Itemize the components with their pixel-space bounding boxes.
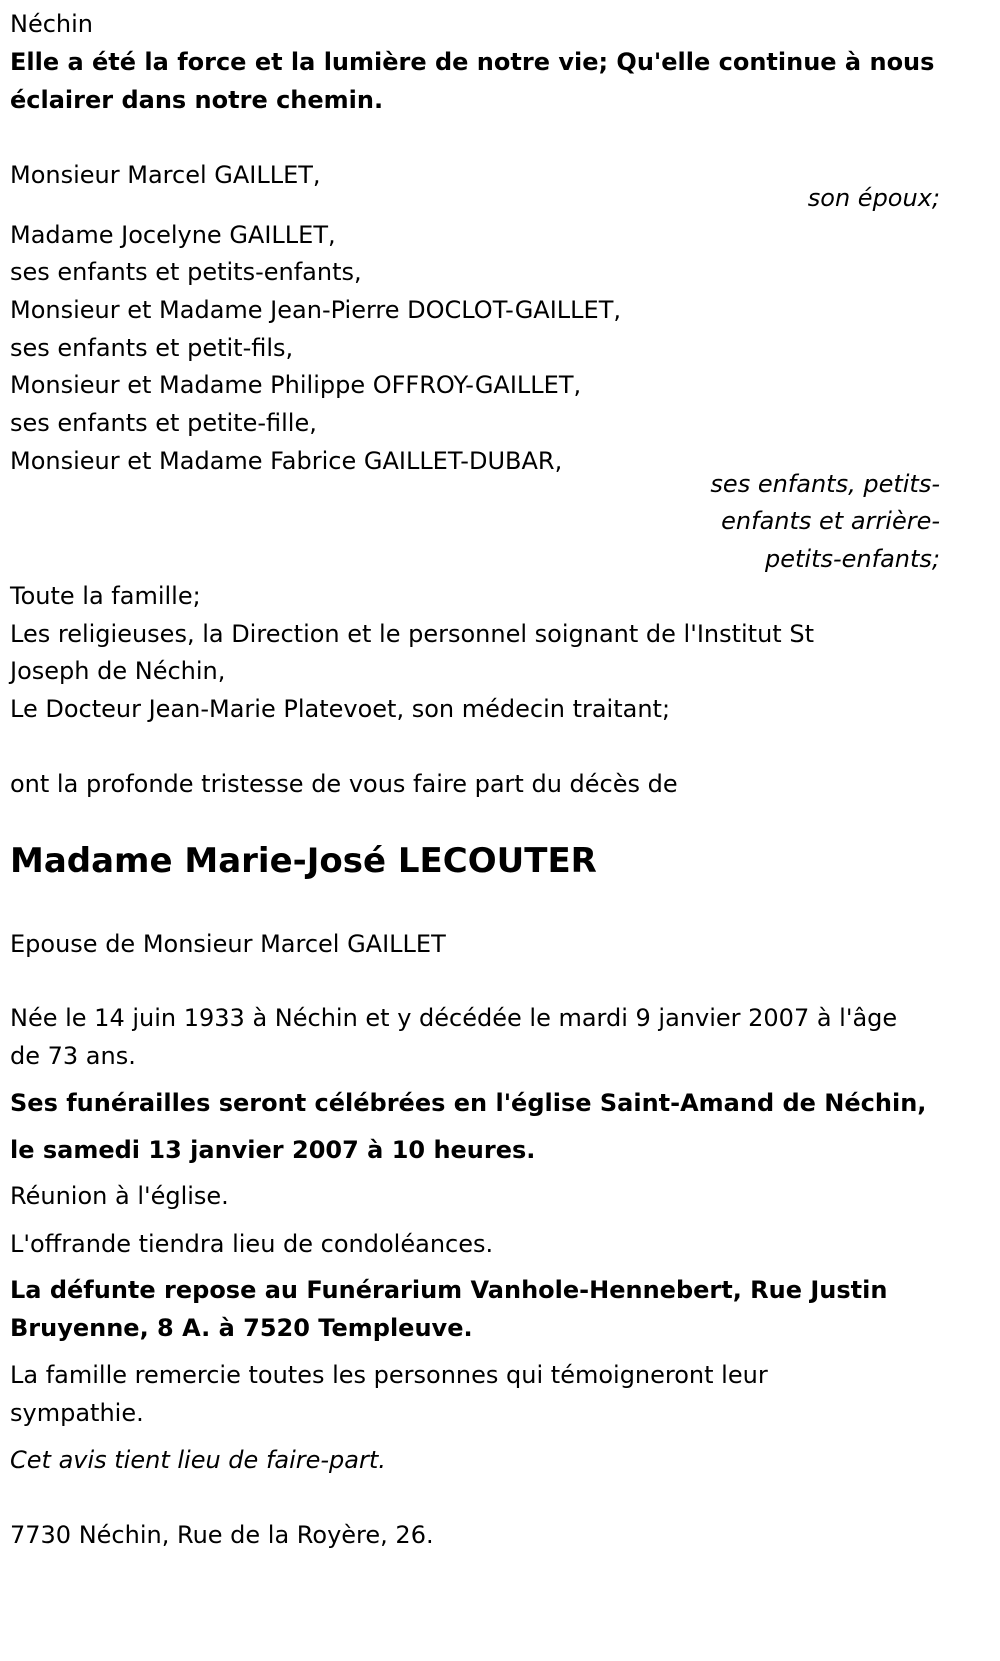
- others-line-3: Joseph de Néchin,: [10, 657, 226, 685]
- quote-line-2: éclairer dans notre chemin.: [10, 86, 384, 114]
- child-line-5: Monsieur et Madame Philippe OFFROY-GAILLET,: [10, 371, 582, 399]
- thanks-line-1: La famille remercie toutes les personnes qui témoigneront leur: [10, 1361, 768, 1389]
- birth-line-1: Née le 14 juin 1933 à Néchin et y décédée le mardi 9 janvier 2007 à l'âge: [10, 1004, 898, 1032]
- spouse-relation: son époux;: [807, 184, 940, 212]
- notice: Cet avis tient lieu de faire-part.: [10, 1446, 386, 1474]
- offering: L'offrande tiendra lieu de condoléances.: [10, 1230, 494, 1258]
- child-line-3: Monsieur et Madame Jean-Pierre DOCLOT-GAILLET,: [10, 296, 621, 324]
- others-line-4: Le Docteur Jean-Marie Platevoet, son médecin traitant;: [10, 695, 671, 723]
- thanks-line-2: sympathie.: [10, 1399, 144, 1427]
- birth-line-2: de 73 ans.: [10, 1042, 136, 1070]
- funeral-line-2: le samedi 13 janvier 2007 à 10 heures.: [10, 1136, 536, 1164]
- announcement: ont la profonde tristesse de vous faire part du décès de: [10, 770, 678, 798]
- child-line-4: ses enfants et petit-fils,: [10, 334, 294, 362]
- spouse-of: Epouse de Monsieur Marcel GAILLET: [10, 930, 446, 958]
- children-relation-line-1: ses enfants, petits-: [710, 470, 940, 498]
- children-relation-line-3: petits-enfants;: [765, 545, 940, 573]
- address: 7730 Néchin, Rue de la Royère, 26.: [10, 1521, 434, 1549]
- repose-line-1: La défunte repose au Funérarium Vanhole-Hennebert, Rue Justin: [10, 1276, 888, 1304]
- funeral-line-1: Ses funérailles seront célébrées en l'église Saint-Amand de Néchin,: [10, 1089, 927, 1117]
- quote-line-1: Elle a été la force et la lumière de notre vie; Qu'elle continue à nous: [10, 48, 935, 76]
- children-relation-line-2: enfants et arrière-: [721, 507, 940, 535]
- spouse-name: Monsieur Marcel GAILLET,: [10, 161, 321, 189]
- others-line-2: Les religieuses, la Direction et le personnel soignant de l'Institut St: [10, 620, 814, 648]
- others-line-1: Toute la famille;: [10, 582, 201, 610]
- child-line-2: ses enfants et petits-enfants,: [10, 258, 362, 286]
- child-line-6: ses enfants et petite-fille,: [10, 409, 317, 437]
- repose-line-2: Bruyenne, 8 A. à 7520 Templeuve.: [10, 1314, 473, 1342]
- place-header: Néchin: [10, 10, 94, 38]
- deceased-name: Madame Marie-José LECOUTER: [10, 841, 597, 881]
- child-line-1: Madame Jocelyne GAILLET,: [10, 221, 336, 249]
- meeting: Réunion à l'église.: [10, 1182, 229, 1210]
- child-line-7: Monsieur et Madame Fabrice GAILLET-DUBAR,: [10, 447, 563, 475]
